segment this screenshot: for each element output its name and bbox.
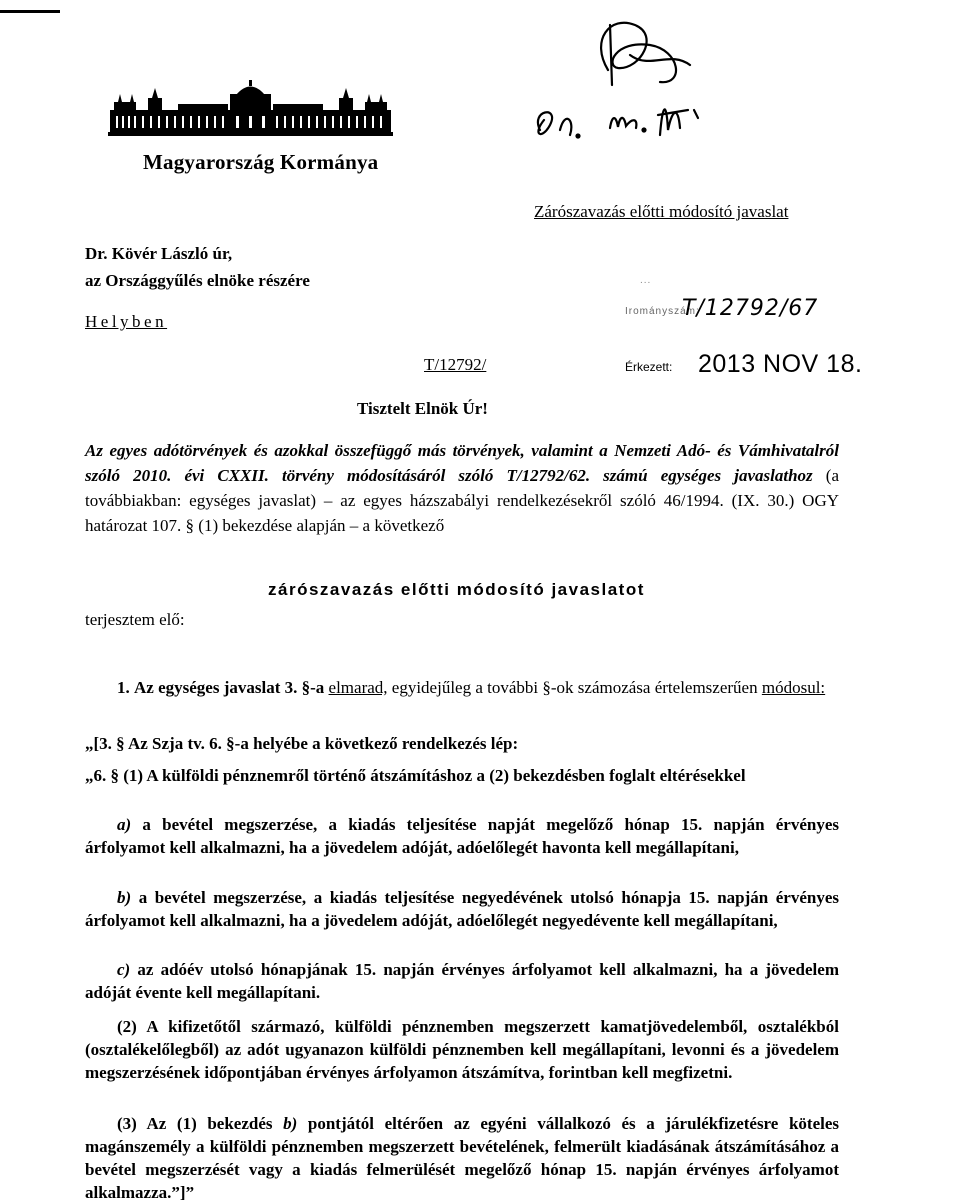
intro-bill-title: Az egyes adótörvények és azokkal összefüggő más törvények, valamint a Nemzeti Adó- és Vámhivatalról szóló 2010. évi CXXII. törvény módosításáról szóló T/12792/62. számú egységes javaslathoz bbox=[85, 441, 839, 485]
item-number: 1. bbox=[117, 678, 130, 697]
point-a-label: a) bbox=[117, 815, 132, 834]
paragraph-6-2: (2) A kifizetőtől származó, külföldi pénznemben megszerzett kamatjövedelemből, osztalékból (osztalékelőlegből) az adót ugyanazon külföldi pénznemben kell megállapítani, levonni és a jövedelem megszerzésének időpontjában érvényes árfolyamon átszámítva, forintban kell megfizetni. bbox=[85, 1017, 839, 1082]
amendment-item-1 bbox=[117, 676, 839, 699]
addressee-title: az Országgyűlés elnöke részére bbox=[85, 271, 310, 290]
point-c-text: az adóév utolsó hónapjának 15. napján érvényes árfolyamot kell alkalmazni, ha a jövedelem adóját évente kell megállapítani. bbox=[85, 960, 839, 1002]
item-text-elmarad: elmarad, bbox=[328, 678, 388, 697]
submission-phrase: terjesztem elő: bbox=[85, 610, 185, 629]
addressee-location: Helyben bbox=[85, 312, 168, 331]
point-c bbox=[85, 958, 839, 1004]
salutation: Tisztelt Elnök Úr! bbox=[357, 399, 488, 418]
handwritten-signature-and-date bbox=[520, 10, 750, 150]
p3-text-c: pontjától eltérően az egyéni vállalkozó és a járulékfizetésre köteles magánszemély a külföldi pénznemben megszerzett bevételének, felmerült kiadásának átszámításához a bevétel megszerzését vagy a kiadás felmerülését megelőző hónap 15. napján érvényes árfolyamot alkalmazza.”]” bbox=[85, 1114, 839, 1202]
stamp-faint-text: ... bbox=[640, 275, 652, 286]
point-b-text: a bevétel megszerzése, a kiadás teljesítése negyedévének utolsó hónapja 15. napján érvényes árfolyamot kell alkalmazni, ha a jövedelem adóját, adóelőlegét negyedévente kell megállapítani, bbox=[85, 888, 839, 930]
item-text-2: §-a bbox=[301, 678, 329, 697]
szja-heading: „[3. § Az Szja tv. 6. §-a helyébe a következő rendelkezés lép: bbox=[85, 734, 519, 753]
point-a bbox=[85, 813, 839, 859]
document-number: T/12792/ bbox=[424, 355, 487, 374]
item-text-4: egyidejűleg a további §-ok számozása értelemszerűen bbox=[387, 678, 762, 697]
item-text-1: Az egységes javaslat 3. bbox=[134, 678, 302, 697]
addressee-name: Dr. Kövér László úr, bbox=[85, 244, 233, 263]
document-type-heading: Zárószavazás előtti módosító javaslat bbox=[534, 202, 789, 221]
point-b-label: b) bbox=[117, 888, 132, 907]
point-a-text: a bevétel megszerzése, a kiadás teljesítése napját megelőző hónap 15. napján érvényes árfolyamot kell alkalmazni, ha a jövedelem adóját, adóelőlegét havonta kell megállapítani, bbox=[85, 815, 839, 857]
item-text-modosul: módosul: bbox=[761, 678, 826, 697]
paragraph-6-1: „6. § (1) A külföldi pénznemről történő átszámításhoz a (2) bekezdésben foglalt eltérésekkel bbox=[85, 766, 746, 785]
p3-point-b: b) bbox=[283, 1114, 298, 1133]
proposal-title: zárószavazás előtti módosító javaslatot bbox=[268, 580, 645, 599]
intro-paragraph bbox=[85, 438, 839, 538]
point-b bbox=[85, 886, 839, 932]
scan-mark bbox=[0, 10, 60, 13]
arrived-date-stamp: 2013 NOV 18. bbox=[698, 350, 863, 378]
p3-text-a: (3) Az (1) bekezdés bbox=[117, 1114, 284, 1133]
government-name: Magyarország Kormánya bbox=[143, 150, 379, 174]
stamp-handwritten-number: T/12792/67 bbox=[682, 296, 819, 321]
parliament-building-logo bbox=[108, 80, 393, 136]
intro-legal-basis: (a továbbiakban: egységes javaslat) – az egyes házszabályi rendelkezésekről szóló 46/1994. (IX. 30.) OGY határozat 107. § (1) bekezdése alapján – a következő bbox=[85, 466, 839, 535]
paragraph-6-3 bbox=[85, 1112, 839, 1204]
arrived-label: Érkezett: bbox=[625, 360, 673, 374]
point-c-label: c) bbox=[117, 960, 131, 979]
stamp-number-label: Irományszám: bbox=[625, 306, 700, 317]
